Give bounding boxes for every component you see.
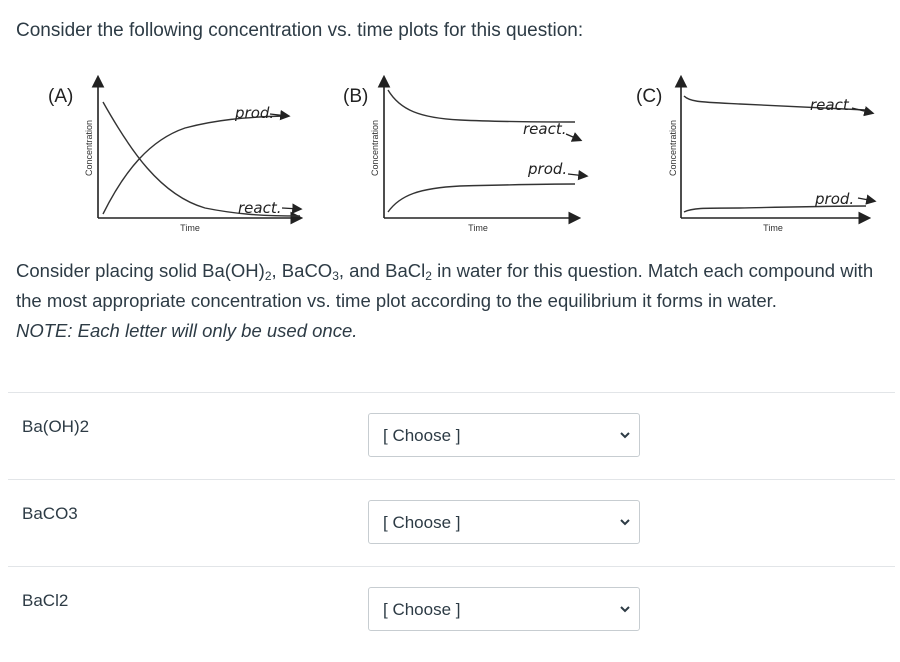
plot-b-product-curve [388,184,575,212]
chevron-down-icon [619,428,631,442]
compound-label: BaCl2 [22,591,69,610]
plot-c-ylabel: Concentration [668,119,678,177]
answer-select[interactable] [368,587,640,631]
plot-c-lower-label: prod. [815,190,855,208]
question-body-text-2: , BaCO [271,260,333,281]
chevron-down-icon [619,515,631,529]
plot-b-letter: (B) [343,86,369,107]
select-value: [ Choose ] [383,426,461,445]
plot-a-xlabel: Time [180,223,200,233]
plot-a-upper-label: prod. [235,104,275,122]
plot-c-xlabel: Time [763,223,783,233]
plot-a-ylabel: Concentration [84,119,94,177]
plot-b-reactant-curve [388,90,575,122]
answer-select[interactable] [368,413,640,457]
match-row [8,566,895,653]
plot-c [636,78,874,233]
question-intro: Consider the following concentration vs. time plots for this question: [16,20,584,41]
plot-b-xlabel: Time [468,223,488,233]
plot-c-letter: (C) [636,86,663,107]
plot-a-letter: (A) [48,86,74,107]
plot-b [343,78,586,233]
question-body-text-4: in water for this question. Match each compound with the most appropriate concentration vs. time plot according to the equilibrium it forms in water. [16,260,874,311]
matching-answers [8,392,895,653]
plot-c-upper-label: react [810,96,849,114]
subscript-co3: 3 [332,269,339,283]
question-note: NOTE: Each letter will only be used once. [16,320,358,341]
concentration-time-plots [0,70,900,245]
plot-b-lower-label: prod. [528,160,568,178]
subscript-oh2: 2 [264,269,272,283]
match-row [8,479,895,566]
compound-label: BaCO3 [22,504,78,523]
plot-a-lower-label: react. [238,199,282,217]
plot-b-upper-label: react. [523,120,567,138]
plot-b-ylabel: Concentration [370,119,380,177]
chevron-down-icon [619,602,631,616]
plots-figure [0,70,900,245]
match-row [8,392,895,479]
question-body [16,256,896,346]
compound-label: Ba(OH)2 [22,417,90,436]
select-value: [ Choose ] [383,513,461,532]
question-body-text-3: , and BaCl [338,260,426,281]
question-body-text-1: Consider placing solid Ba(OH) [16,260,265,281]
plot-a [48,78,300,233]
answer-select[interactable] [368,500,640,544]
subscript-cl2: 2 [425,269,432,283]
select-value: [ Choose ] [383,600,461,619]
